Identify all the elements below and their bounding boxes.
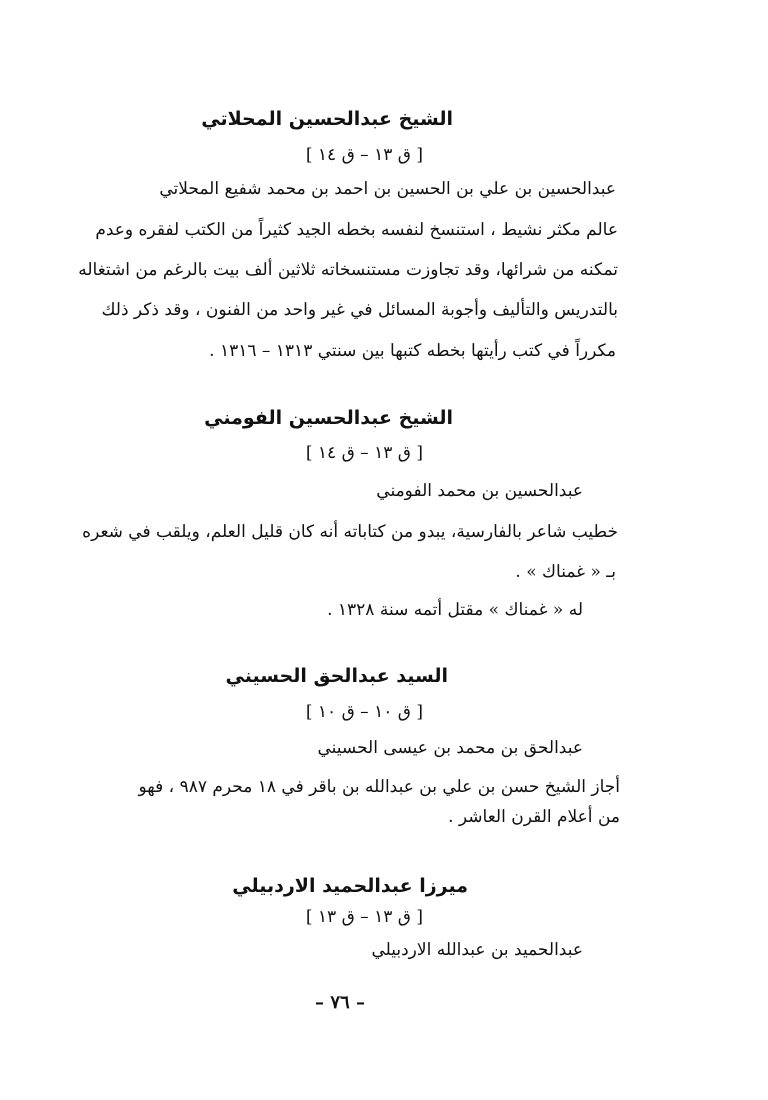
- entry-text-line: خطيب شاعر بالفارسية، يبدو من كتاباته أنه كان قليل العلم، ويلقب في شعره: [82, 522, 618, 542]
- entry-text-line: بالتدريس والتأليف وأجوبة المسائل في غير واحد من الفنون ، وقد ذكر ذلك: [101, 300, 618, 320]
- entry-heading: الشيخ عبدالحسين المحلاتي: [201, 108, 453, 130]
- entry-heading: الشيخ عبدالحسين الفومني: [204, 407, 453, 429]
- entry-date-range: [ ق ١٣ – ق ١٤ ]: [305, 443, 423, 463]
- entry-text-line: عبدالحسين بن محمد الفومني: [376, 481, 583, 501]
- entry-text-line: أجاز الشيخ حسن بن علي بن عبدالله بن باقر في ١٨ محرم ٩٨٧ ، فهو: [138, 777, 620, 797]
- entry-text-line: تمكنه من شرائها، وقد تجاوزت مستنسخاته ثلاثين ألف بيت بالرغم من اشتغاله: [78, 260, 618, 280]
- entry-text-line: له « غمناك » مقتل أتمه سنة ١٣٢٨ .: [327, 600, 583, 620]
- entry-text-line: بـ « غمناك » .: [515, 562, 616, 582]
- entry-text-line: عالم مكثر نشيط ، استنسخ لنفسه بخطه الجيد كثيراً من الكتب لفقره وعدم: [95, 220, 618, 240]
- page-number: – ٧٦ –: [315, 992, 365, 1013]
- entry-text-line: من أعلام القرن العاشر .: [448, 807, 620, 827]
- entry-text-line: مكرراً في كتب رأيتها بخطه كتبها بين سنتي ١٣١٣ – ١٣١٦ .: [209, 341, 616, 361]
- entry-date-range: [ ق ١٣ – ق ١٤ ]: [305, 145, 423, 165]
- entry-heading: السيد عبدالحق الحسيني: [225, 665, 448, 687]
- entry-text-line: عبدالحميد بن عبدالله الاردبيلي: [371, 940, 583, 960]
- entry-date-range: [ ق ١٠ – ق ١٠ ]: [305, 702, 423, 722]
- entry-date-range: [ ق ١٣ – ق ١٣ ]: [305, 907, 423, 927]
- entry-heading: ميرزا عبدالحميد الاردبيلي: [232, 875, 468, 897]
- entry-text-line: عبدالحسين بن علي بن الحسين بن احمد بن محمد شفيع المحلاتي: [159, 179, 616, 199]
- entry-text-line: عبدالحق بن محمد بن عيسى الحسيني: [317, 738, 583, 758]
